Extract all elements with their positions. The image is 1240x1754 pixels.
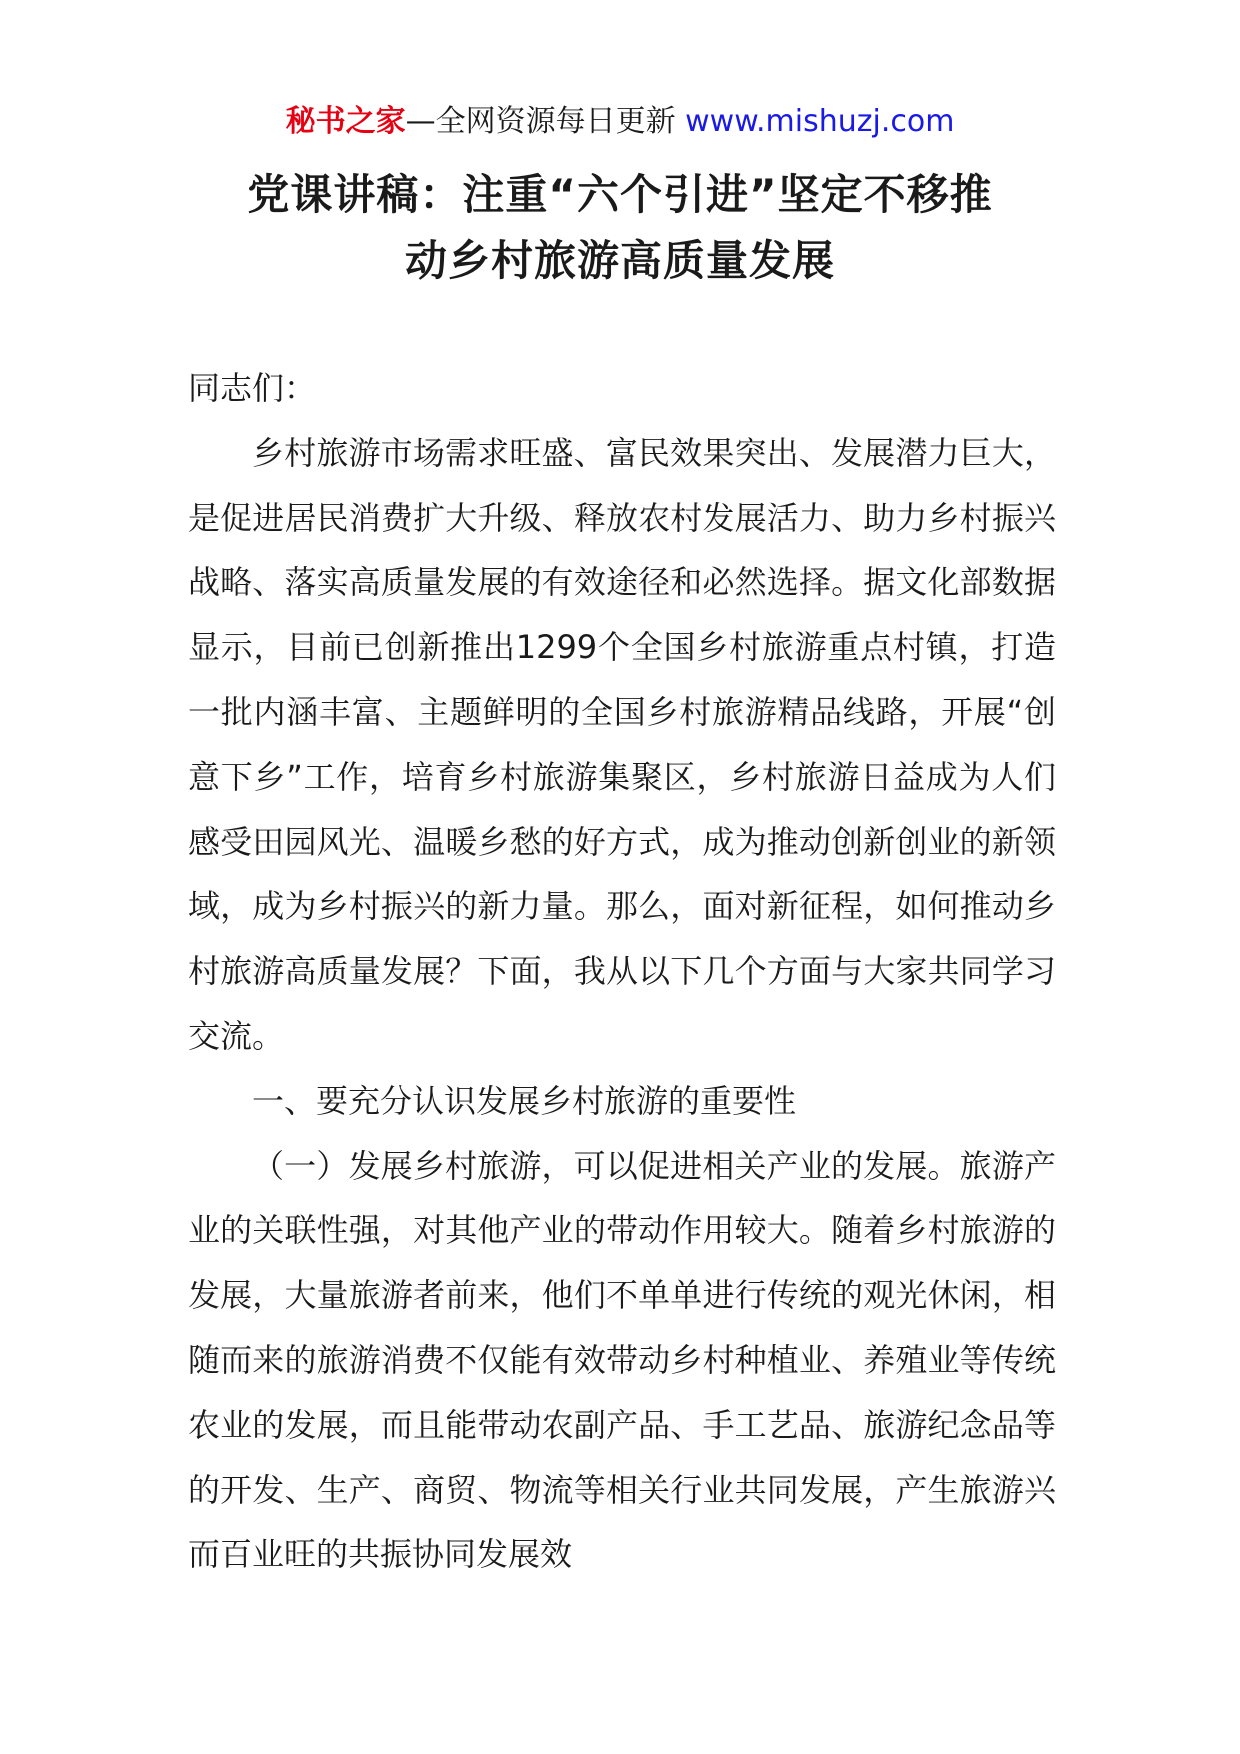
brand-name: 秘书之家 bbox=[285, 104, 406, 139]
title-line-2: 动乡村旅游高质量发展 bbox=[404, 236, 835, 285]
document-body bbox=[188, 356, 1056, 1587]
website-link[interactable]: www.mishuzj.com bbox=[685, 104, 955, 139]
title-line-1: 党课讲稿：注重“六个引进”坚定不移推 bbox=[247, 170, 993, 219]
paragraph-1: （一）发展乡村旅游，可以促进相关产业的发展。旅游产业的关联性强，对其他产业的带动作用较大。随着乡村旅游的发展，大量旅游者前来，他们不单单进行传统的观光休闲，相随而来的旅游消费不仅能有效带动乡村种植业、养殖业等传统农业的发展，而且能带动农副产品、手工艺品、旅游纪念品等的开发、生产、商贸、物流等相关行业共同发展，产生旅游兴而百业旺的共振协同发展效 bbox=[188, 1146, 1056, 1574]
salutation: 同志们： bbox=[188, 369, 317, 407]
document-title bbox=[180, 162, 1060, 294]
source-header bbox=[0, 100, 1240, 144]
section-heading-1: 一、要充分认识发展乡村旅游的重要性 bbox=[252, 1081, 797, 1120]
header-tagline: —全网资源每日更新 bbox=[405, 104, 676, 139]
intro-paragraph: 乡村旅游市场需求旺盛、富民效果突出、发展潜力巨大，是促进居民消费扩大升级、释放农村发展活力、助力乡村振兴战略、落实高质量发展的有效途径和必然选择。据文化部数据显示，目前已创新推出1299个全国乡村旅游重点村镇，打造一批内涵丰富、主题鲜明的全国乡村旅游精品线路，开展“创意下乡”工作，培育乡村旅游集聚区，乡村旅游日益成为人们感受田园风光、温暖乡愁的好方式，成为推动创新创业的新领域，成为乡村振兴的新力量。那么，面对新征程，如何推动乡村旅游高质量发展？下面，我从以下几个方面与大家共同学习交流。 bbox=[188, 433, 1056, 1055]
